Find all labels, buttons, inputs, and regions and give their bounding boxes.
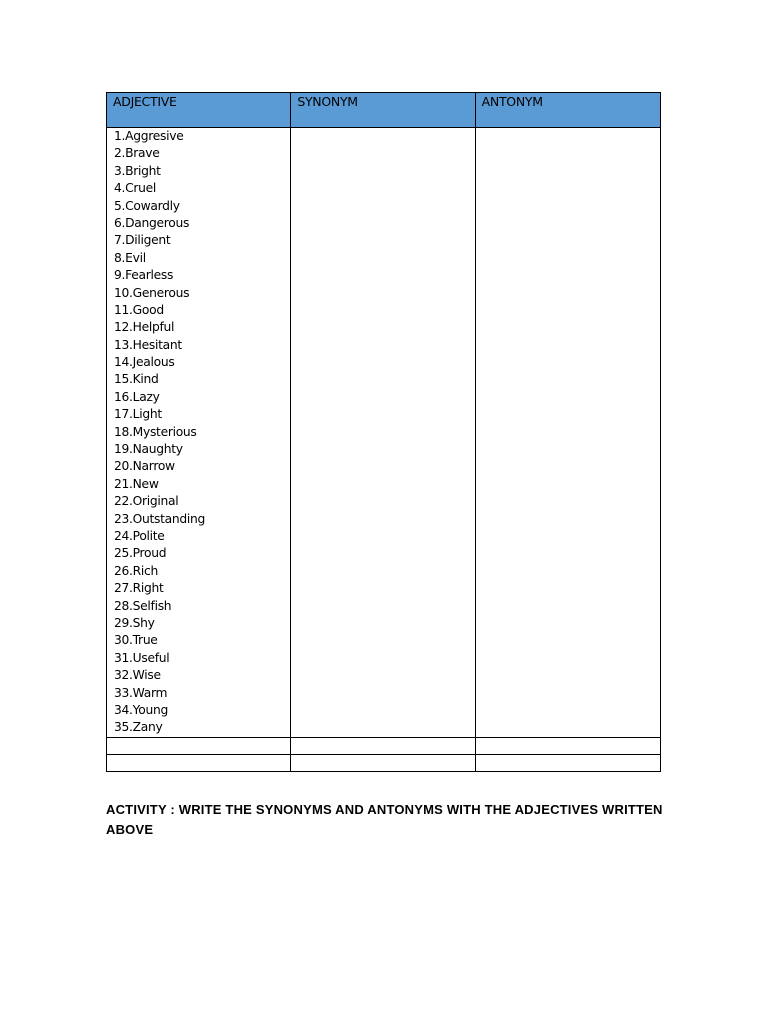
list-item: 8.Evil [114, 250, 146, 265]
list-item: 30.True [114, 633, 158, 648]
header-synonym [291, 93, 475, 128]
antonym-cell[interactable] [475, 128, 660, 738]
list-item: 5.Cowardly [114, 198, 180, 213]
header-antonym [475, 93, 660, 128]
activity-instruction: ACTIVITY : WRITE THE SYNONYMS AND ANTONYMS WITH THE ADJECTIVES WRITTEN ABOVE [106, 802, 663, 837]
list-item: 13.Hesitant [114, 337, 182, 352]
list-item: 35.Zany [114, 720, 163, 735]
list-item: 21.New [114, 476, 159, 491]
empty-cell[interactable] [291, 738, 475, 755]
list-item: 32.Wise [114, 668, 161, 683]
list-item: 7.Diligent [114, 233, 171, 248]
list-item: 27.Right [114, 581, 164, 596]
list-item: 16.Lazy [114, 389, 160, 404]
list-item: 14.Jealous [114, 355, 175, 370]
list-item: 18.Mysterious [114, 424, 197, 439]
list-item: 2.Brave [114, 146, 160, 161]
list-item: 23.Outstanding [114, 511, 206, 526]
empty-cell[interactable] [107, 755, 291, 772]
list-item: 25.Proud [114, 546, 167, 561]
synonym-cell[interactable] [291, 128, 475, 738]
adjective-list [107, 128, 290, 737]
list-item: 1.Aggresive [114, 129, 184, 143]
table-header-row [107, 93, 661, 128]
list-item: 10.Generous [114, 285, 190, 300]
list-item: 12.Helpful [114, 320, 175, 335]
list-item: 19.Naughty [114, 442, 183, 457]
list-item: 20.Narrow [114, 459, 175, 474]
list-item: 22.Original [114, 494, 179, 509]
list-item: 34.Young [114, 702, 168, 717]
list-item: 4.Cruel [114, 181, 157, 196]
header-synonym-label: SYNONYM [297, 94, 358, 109]
adjective-list-row [107, 128, 661, 738]
list-item: 24.Polite [114, 528, 165, 543]
list-item: 33.Warm [114, 685, 168, 700]
table-row [107, 738, 661, 755]
list-item: 29.Shy [114, 615, 155, 630]
list-item: 28.Selfish [114, 598, 172, 613]
list-item: 31.Useful [114, 650, 170, 665]
list-item: 6.Dangerous [114, 215, 190, 230]
empty-cell[interactable] [291, 755, 475, 772]
header-adjective-label: ADJECTIVE [113, 94, 177, 109]
empty-cell[interactable] [107, 738, 291, 755]
list-item: 3.Bright [114, 163, 161, 178]
list-item: 15.Kind [114, 372, 159, 387]
empty-cell[interactable] [475, 755, 660, 772]
adjective-cell [107, 128, 291, 738]
header-antonym-label: ANTONYM [481, 94, 543, 109]
empty-cell[interactable] [475, 738, 660, 755]
adjective-worksheet-table [106, 92, 661, 772]
header-adjective [107, 93, 291, 128]
list-item: 17.Light [114, 407, 162, 422]
list-item: 9.Fearless [114, 268, 174, 283]
table-row [107, 755, 661, 772]
list-item: 11.Good [114, 302, 164, 317]
list-item: 26.Rich [114, 563, 158, 578]
